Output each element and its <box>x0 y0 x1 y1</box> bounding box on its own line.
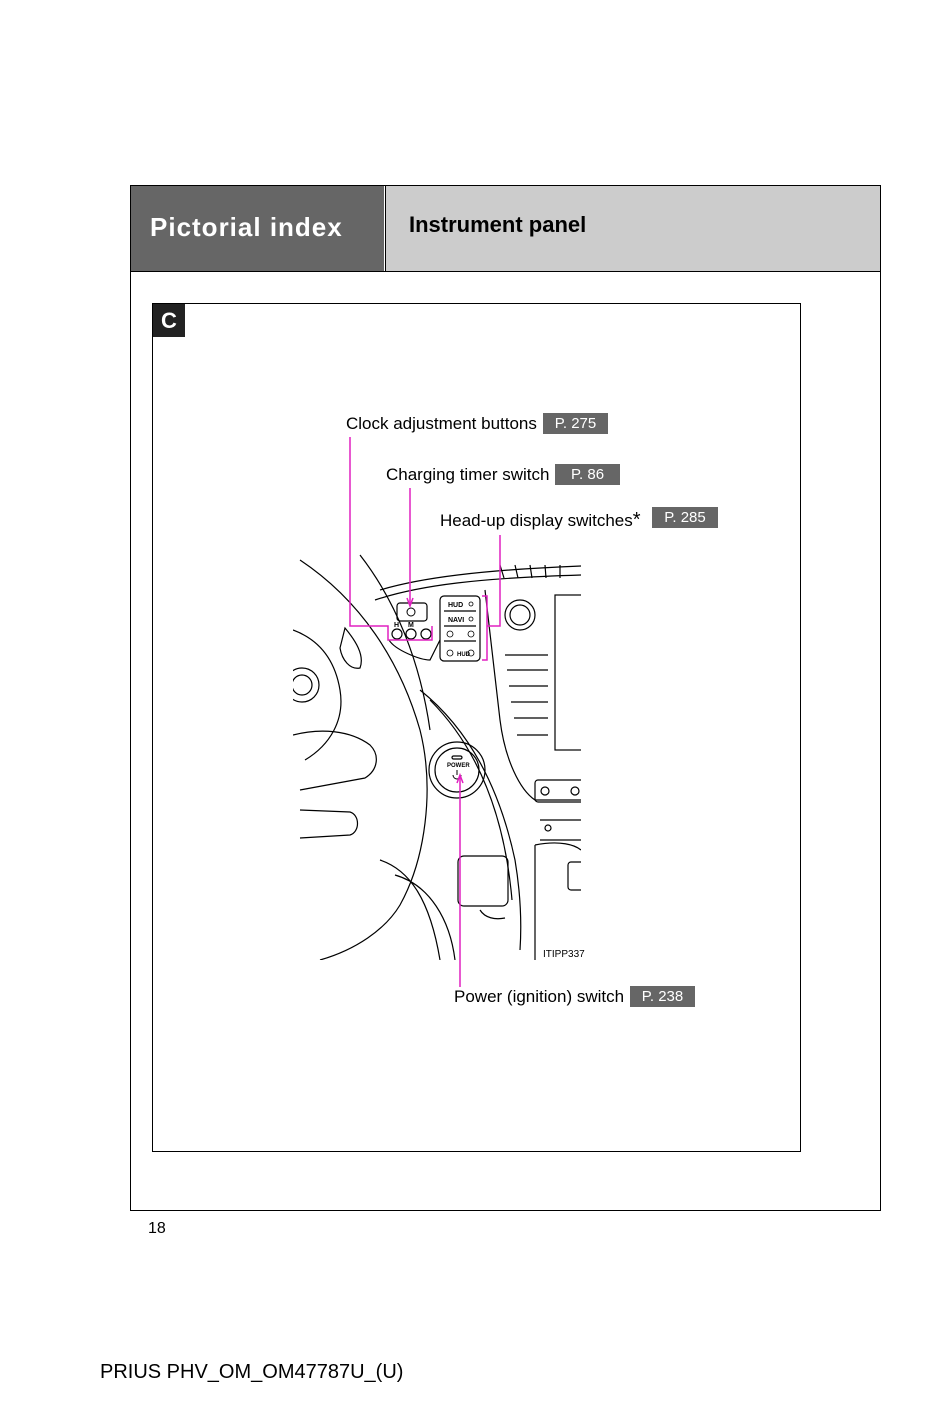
document-id: PRIUS PHV_OM_OM47787U_(U) <box>100 1361 404 1383</box>
hud-small-label: HUD <box>457 652 470 658</box>
asterisk-mark: * <box>632 509 641 531</box>
vent-slats <box>505 655 548 735</box>
clock-buttons-callout: Clock adjustment buttons <box>346 414 537 433</box>
power-label: POWER <box>447 763 470 769</box>
charging-timer-switch-body <box>397 603 427 621</box>
clock-extra-button <box>421 629 431 639</box>
panel-letter-badge: C <box>153 304 185 337</box>
steering-wheel-rim-outer <box>300 560 427 960</box>
hud-button-label: HUD <box>448 602 464 609</box>
clock-h-label: H <box>394 622 400 629</box>
clock-h-button <box>392 629 402 639</box>
hud-leader-line <box>487 535 500 626</box>
navi-button-label: NAVI <box>448 617 465 624</box>
hud-switches-callout <box>440 509 641 532</box>
clock-buttons-page-ref[interactable]: P. 275 <box>543 413 608 434</box>
page-number: 18 <box>148 1220 166 1237</box>
charging-timer-page-ref[interactable]: P. 86 <box>555 464 620 485</box>
clock-m-button <box>406 629 416 639</box>
hud-bracket <box>482 596 487 660</box>
figure-code: ITIPP337 <box>543 949 585 960</box>
page-title: Instrument panel <box>409 212 587 237</box>
clock-m-label: M <box>408 622 414 629</box>
power-switch-callout: Power (ignition) switch <box>454 987 625 1006</box>
power-switch-page-ref[interactable]: P. 238 <box>630 986 695 1007</box>
hud-switches-page-ref[interactable]: P. 285 <box>652 507 718 528</box>
charging-timer-callout: Charging timer switch <box>386 465 550 484</box>
section-title: Pictorial index <box>150 212 343 242</box>
hud-switches-label: Head-up display switches <box>440 511 633 530</box>
